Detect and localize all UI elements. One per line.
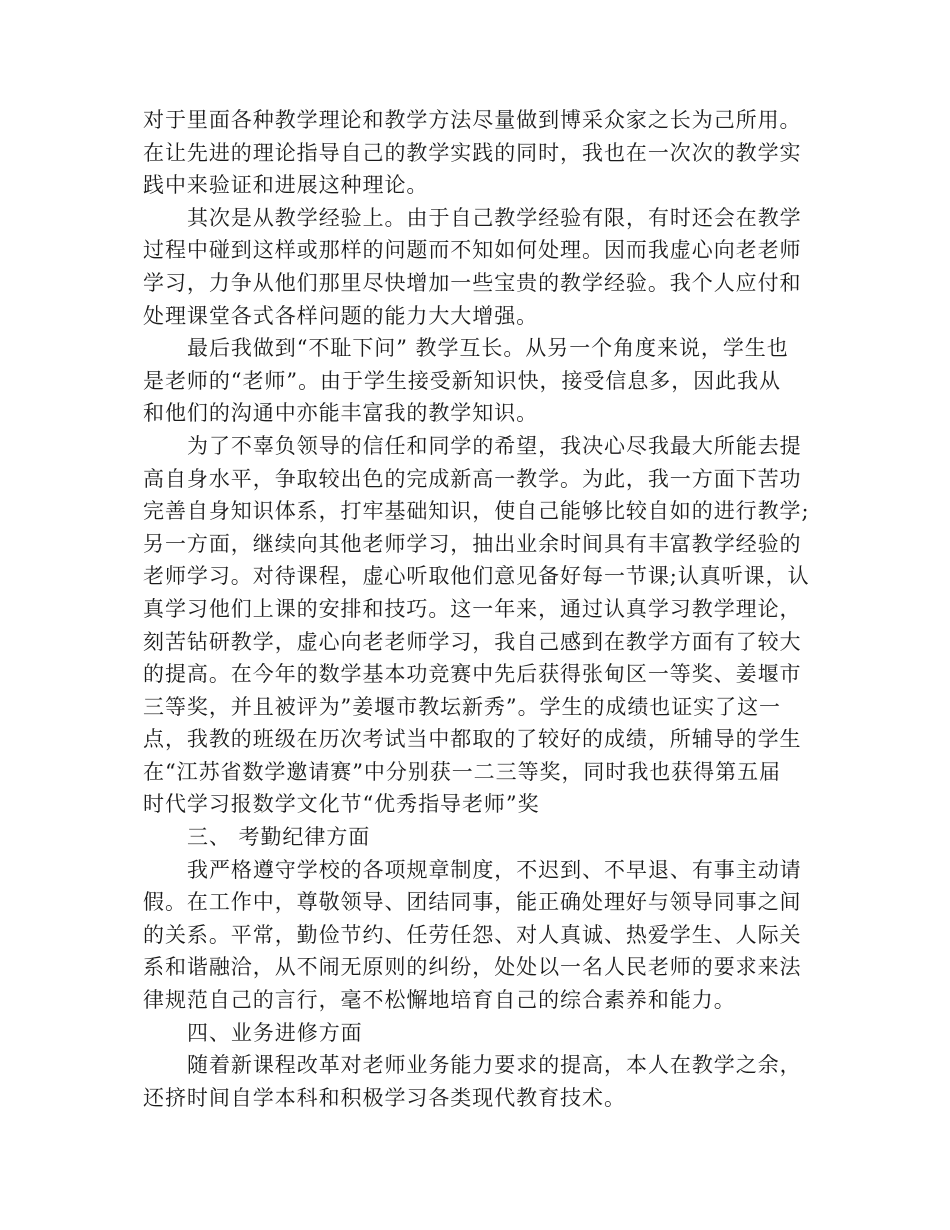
section-heading: 四、业务进修方面 <box>187 1020 363 1045</box>
text-line: 时代学习报数学文化节“优秀指导老师”奖 <box>143 792 540 817</box>
text-line: 点，我教的班级在历次考试当中都取的了较好的成绩，所辅导的学生 <box>143 727 802 752</box>
paragraph-start-line: 我严格遵守学校的各项规章制度，不迟到、不早退、有事主动请 <box>187 857 802 882</box>
text-line: 学习，力争从他们那里尽快增加一些宝贵的教学经验。我个人应付和 <box>143 270 802 295</box>
text-line: 的关系。平常，勤俭节约、任劳任怨、对人真诚、热爱学生、人际关 <box>143 922 802 947</box>
text-line: 刻苦钻研教学，虚心向老老师学习，我自己感到在教学方面有了较大 <box>143 629 802 654</box>
text-line: 三等奖，并且被评为”姜堰市教坛新秀”。学生的成绩也证实了这一 <box>143 694 781 719</box>
paragraph-start-line: 为了不辜负领导的信任和同学的希望，我决心尽我最大所能去提 <box>187 433 802 458</box>
document-body <box>143 104 808 1114</box>
text-line: 真学习他们上课的安排和技巧。这一年来，通过认真学习教学理论， <box>143 596 802 621</box>
text-line: 践中来验证和进展这种理论。 <box>143 173 429 198</box>
text-line: 过程中碰到这样或那样的问题而不知如何处理。因而我虚心向老老师 <box>143 238 802 263</box>
text-line: 在“江苏省数学邀请赛”中分别获一二三等奖，同时我也获得第五届 <box>143 759 781 784</box>
text-line: 是老师的“老师”。由于学生接受新知识快，接受信息多，因此我从 <box>143 368 781 393</box>
text-line: 假。在工作中，尊敬领导、团结同事，能正确处理好与领导同事之间 <box>143 890 802 915</box>
text-line: 还挤时间自学本科和积极学习各类现代教育技术。 <box>143 1085 626 1110</box>
text-line: 在让先进的理论指导自己的教学实践的同时，我也在一次次的教学实 <box>143 140 802 165</box>
paragraph-start-line: 随着新课程改革对老师业务能力要求的提高，本人在教学之余， <box>187 1053 802 1078</box>
text-line: 律规范自己的言行，毫不松懈地培育自己的综合素养和能力。 <box>143 988 736 1013</box>
text-line: 完善自身知识体系，打牢基础知识，使自己能够比较自如的进行教学; <box>143 499 810 524</box>
text-line: 另一方面，继续向其他老师学习，抽出业余时间具有丰富教学经验的 <box>143 531 802 556</box>
paragraph-start-line: 最后我做到“不耻下问” 教学互长。从另一个角度来说，学生也 <box>187 336 789 361</box>
text-line: 对于里面各种教学理论和教学方法尽量做到博采众家之长为己所用。 <box>143 108 802 132</box>
section-heading: 三、 考勤纪律方面 <box>187 825 371 850</box>
text-line: 和他们的沟通中亦能丰富我的教学知识。 <box>143 401 539 426</box>
text-line: 系和谐融洽，从不闹无原则的纠纷，处处以一名人民老师的要求来法 <box>143 955 802 980</box>
text-line: 的提高。在今年的数学基本功竞赛中先后获得张甸区一等奖、姜堰市 <box>143 662 802 687</box>
text-line: 老师学习。对待课程，虚心听取他们意见备好每一节课;认真听课，认 <box>143 564 810 589</box>
text-line: 高自身水平，争取较出色的完成新高一教学。为此，我一方面下苦功 <box>143 466 802 491</box>
paragraph-start-line: 其次是从教学经验上。由于自己教学经验有限，有时还会在教学 <box>187 205 802 230</box>
text-line: 处理课堂各式各样问题的能力大大增强。 <box>143 303 539 328</box>
